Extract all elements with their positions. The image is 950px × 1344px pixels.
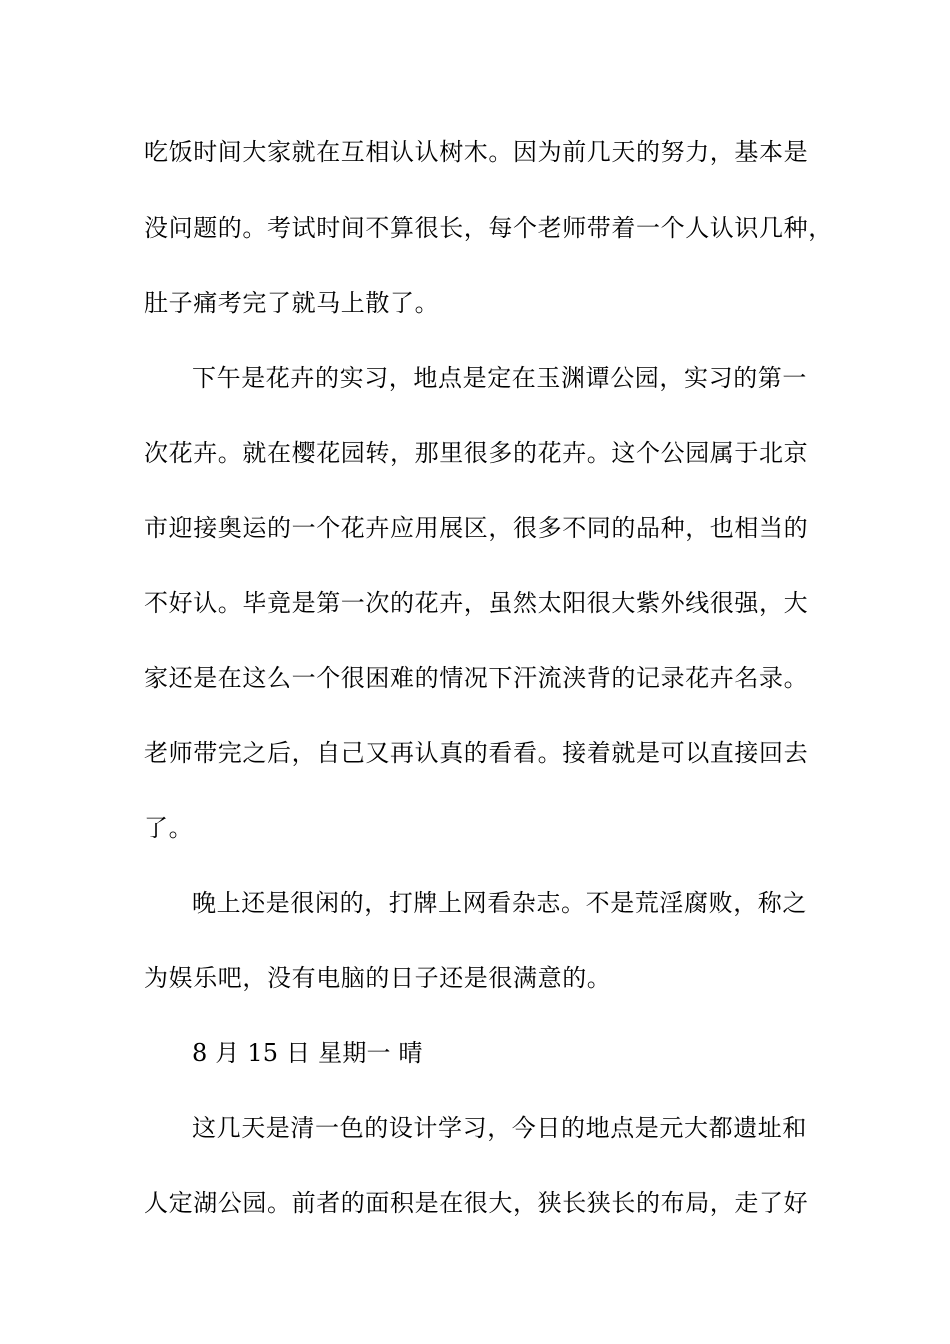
text-line: 市迎接奥运的一个花卉应用展区，很多不同的品种，也相当的 — [144, 514, 809, 542]
date-heading: 8 月 15 日 星期一 晴 — [192, 1039, 423, 1067]
text-line: 老师带完之后，自己又再认真的看看。接着就是可以直接回去 — [144, 739, 809, 767]
text-line: 肚子痛考完了就马上散了。 — [144, 289, 440, 317]
text-line: 家还是在这么一个很困难的情况下汗流浃背的记录花卉名录。 — [144, 664, 809, 692]
paragraph-first-line: 下午是花卉的实习，地点是定在玉渊谭公园，实习的第一 — [192, 364, 807, 392]
paragraph-first-line: 晚上还是很闲的，打牌上网看杂志。不是荒淫腐败，称之 — [192, 889, 807, 917]
paragraph-first-line: 这几天是清一色的设计学习，今日的地点是元大都遗址和 — [192, 1114, 807, 1142]
text-line: 没问题的。考试时间不算很长，每个老师带着一个人认识几种， — [144, 214, 833, 242]
text-line: 不好认。毕竟是第一次的花卉，虽然太阳很大紫外线很强，大 — [144, 589, 809, 617]
text-line: 人定湖公园。前者的面积是在很大，狭长狭长的布局，走了好 — [144, 1189, 809, 1217]
text-line: 了。 — [144, 814, 194, 842]
text-line: 吃饭时间大家就在互相认认树木。因为前几天的努力，基本是 — [144, 138, 809, 166]
text-line: 为娱乐吧，没有电脑的日子还是很满意的。 — [144, 964, 612, 992]
text-line: 次花卉。就在樱花园转，那里很多的花卉。这个公园属于北京 — [144, 439, 809, 467]
